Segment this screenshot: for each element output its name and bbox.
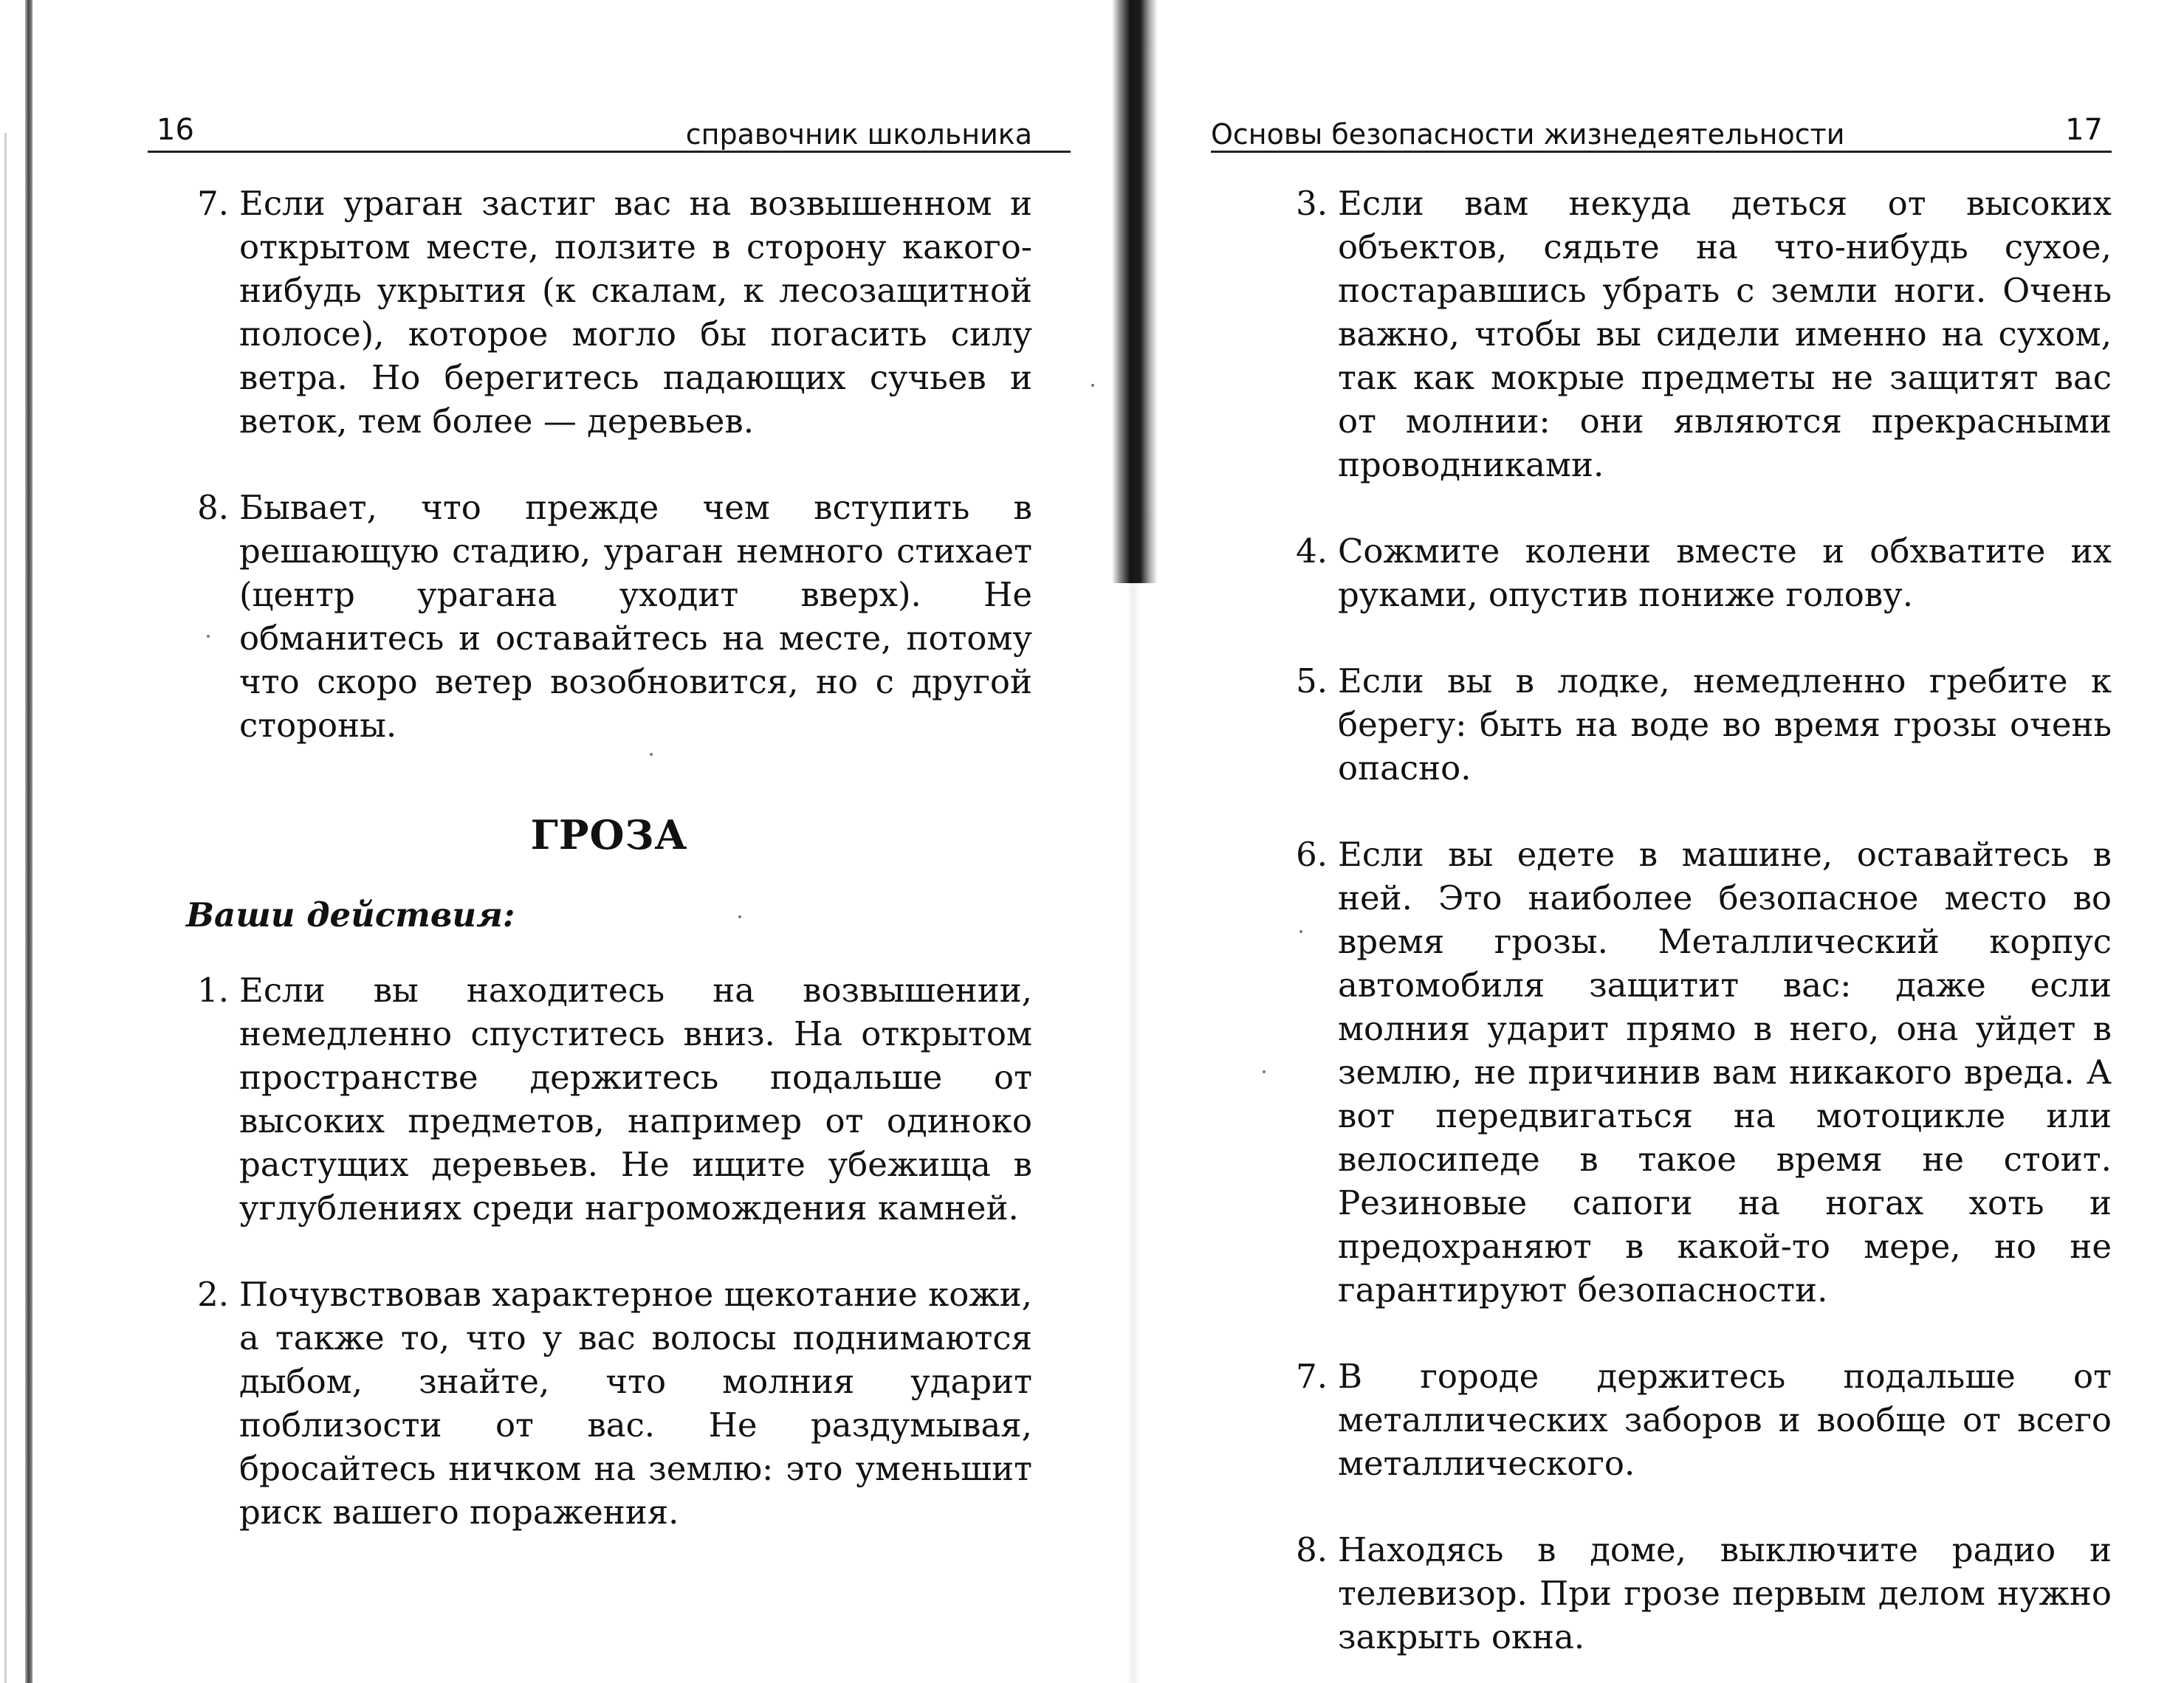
list-item — [1285, 833, 2112, 1312]
gutter-faint-line — [1127, 583, 1140, 1683]
list-item-number: 3. — [1296, 184, 1328, 223]
list-item-text: Если вы едете в машине, оставайтесь в ней. Это наиболее безопасное место во время грозы. Металлический корпус автомобиля защитит вас: даже если молния ударит прямо в него, она уйдет в землю, не причинив вам никакого вреда. А вот передвигаться на мотоцикле или велосипеде в такое время не стоит. Резиновые сапоги на ногах хоть и предохраняют в какой-то мере, но не гарантируют безопасности. — [1338, 835, 2112, 1309]
scan-edge-line — [4, 133, 7, 1683]
scan-speck — [650, 753, 653, 756]
list-item-text: Если вам некуда деться от высоких объектов, сядьте на что-нибудь сухое, постаравшись убрать с земли ноги. Очень важно, чтобы вы сидели именно на сухом, так как мокрые предметы не защитят вас от молнии: они являются прекрасными проводниками. — [1338, 184, 2112, 484]
list-item-text: В городе держитесь подальше от металлических заборов и вообще от всего металлического. — [1338, 1357, 2112, 1483]
scan-left-edge-shadow — [25, 0, 32, 1683]
left-running-head — [148, 109, 1071, 153]
list-item-number: 8. — [197, 488, 229, 527]
list-item-text: Почувствовав характерное щекотание кожи, а также то, что у вас волосы поднимаются дыбом, знайте, что молния ударит поблизости от вас. Не раздумывая, бросайтесь ничком на землю: это уменьшит риск вашего поражения. — [239, 1275, 1032, 1532]
list-item-number: 7. — [197, 184, 229, 223]
scan-speck — [1091, 384, 1094, 387]
scan-speck — [1299, 930, 1302, 933]
right-page-content — [1285, 182, 2112, 1683]
scan-speck — [738, 915, 741, 918]
right-running-head-title: Основы безопасности жизнедеятельности — [1211, 118, 1845, 151]
list-item-number: 8. — [1296, 1530, 1328, 1569]
right-page — [1211, 0, 2112, 1683]
subheading: Ваши действия: — [186, 895, 515, 935]
list-item-number: 1. — [197, 971, 229, 1010]
scan-speck — [1263, 1070, 1266, 1073]
list-item — [1285, 182, 2112, 486]
scan-speck — [207, 635, 210, 638]
list-item — [1285, 1528, 2112, 1659]
list-item — [1285, 529, 2112, 616]
list-item-text: Если вы в лодке, немедленно гребите к берегу: быть на воде во время грозы очень опасно. — [1338, 661, 2112, 788]
list-item-number: 2. — [197, 1275, 229, 1314]
left-page-content — [186, 182, 1032, 1577]
list-item — [186, 486, 1032, 747]
left-page-number: 16 — [157, 113, 194, 147]
subheading-wrap — [186, 893, 1032, 937]
list-item-number: 5. — [1296, 661, 1328, 701]
list-item-number: 7. — [1296, 1357, 1328, 1396]
list-item — [186, 1273, 1032, 1534]
section-title: ГРОЗА — [530, 811, 688, 858]
list-item — [1285, 1355, 2112, 1485]
list-item-number: 4. — [1296, 531, 1328, 571]
list-item-text: Если вы находитесь на возвышении, немедленно спуститесь вниз. На открытом пространстве держитесь подальше от высоких предметов, например от одиноко растущих деревьев. Не ищите убежища в углублениях среди нагромождения камней. — [239, 971, 1032, 1228]
list-item-number: 6. — [1296, 835, 1328, 874]
right-running-head — [1211, 109, 2112, 153]
list-item — [186, 182, 1032, 443]
list-item-text: Если ураган застиг вас на возвышенном и открытом месте, ползите в сторону какого-нибудь укрытия (к скалам, к лесозащитной полосе), которое могло бы погасить силу ветра. Но берегитесь падающих сучьев и веток, тем более — деревьев. — [239, 184, 1032, 441]
left-running-head-title: справочник школьника — [685, 118, 1032, 151]
list-item-text: Сожмите колени вместе и обхватите их руками, опустив пониже голову. — [1338, 531, 2112, 614]
list-item — [186, 968, 1032, 1230]
left-page — [148, 0, 1071, 1683]
right-page-number: 17 — [2065, 113, 2103, 147]
list-item-text: Бывает, что прежде чем вступить в решающую стадию, ураган немного стихает (центр урагана уходит вверх). Не обманитесь и оставайтесь на месте, потому что скоро ветер возобновится, но с другой стороны. — [239, 488, 1032, 745]
list-item — [1285, 659, 2112, 790]
list-item-text: Находясь в доме, выключите радио и телевизор. При грозе первым делом нужно закрыть окна. — [1338, 1530, 2112, 1656]
gutter-shadow — [1112, 0, 1158, 583]
